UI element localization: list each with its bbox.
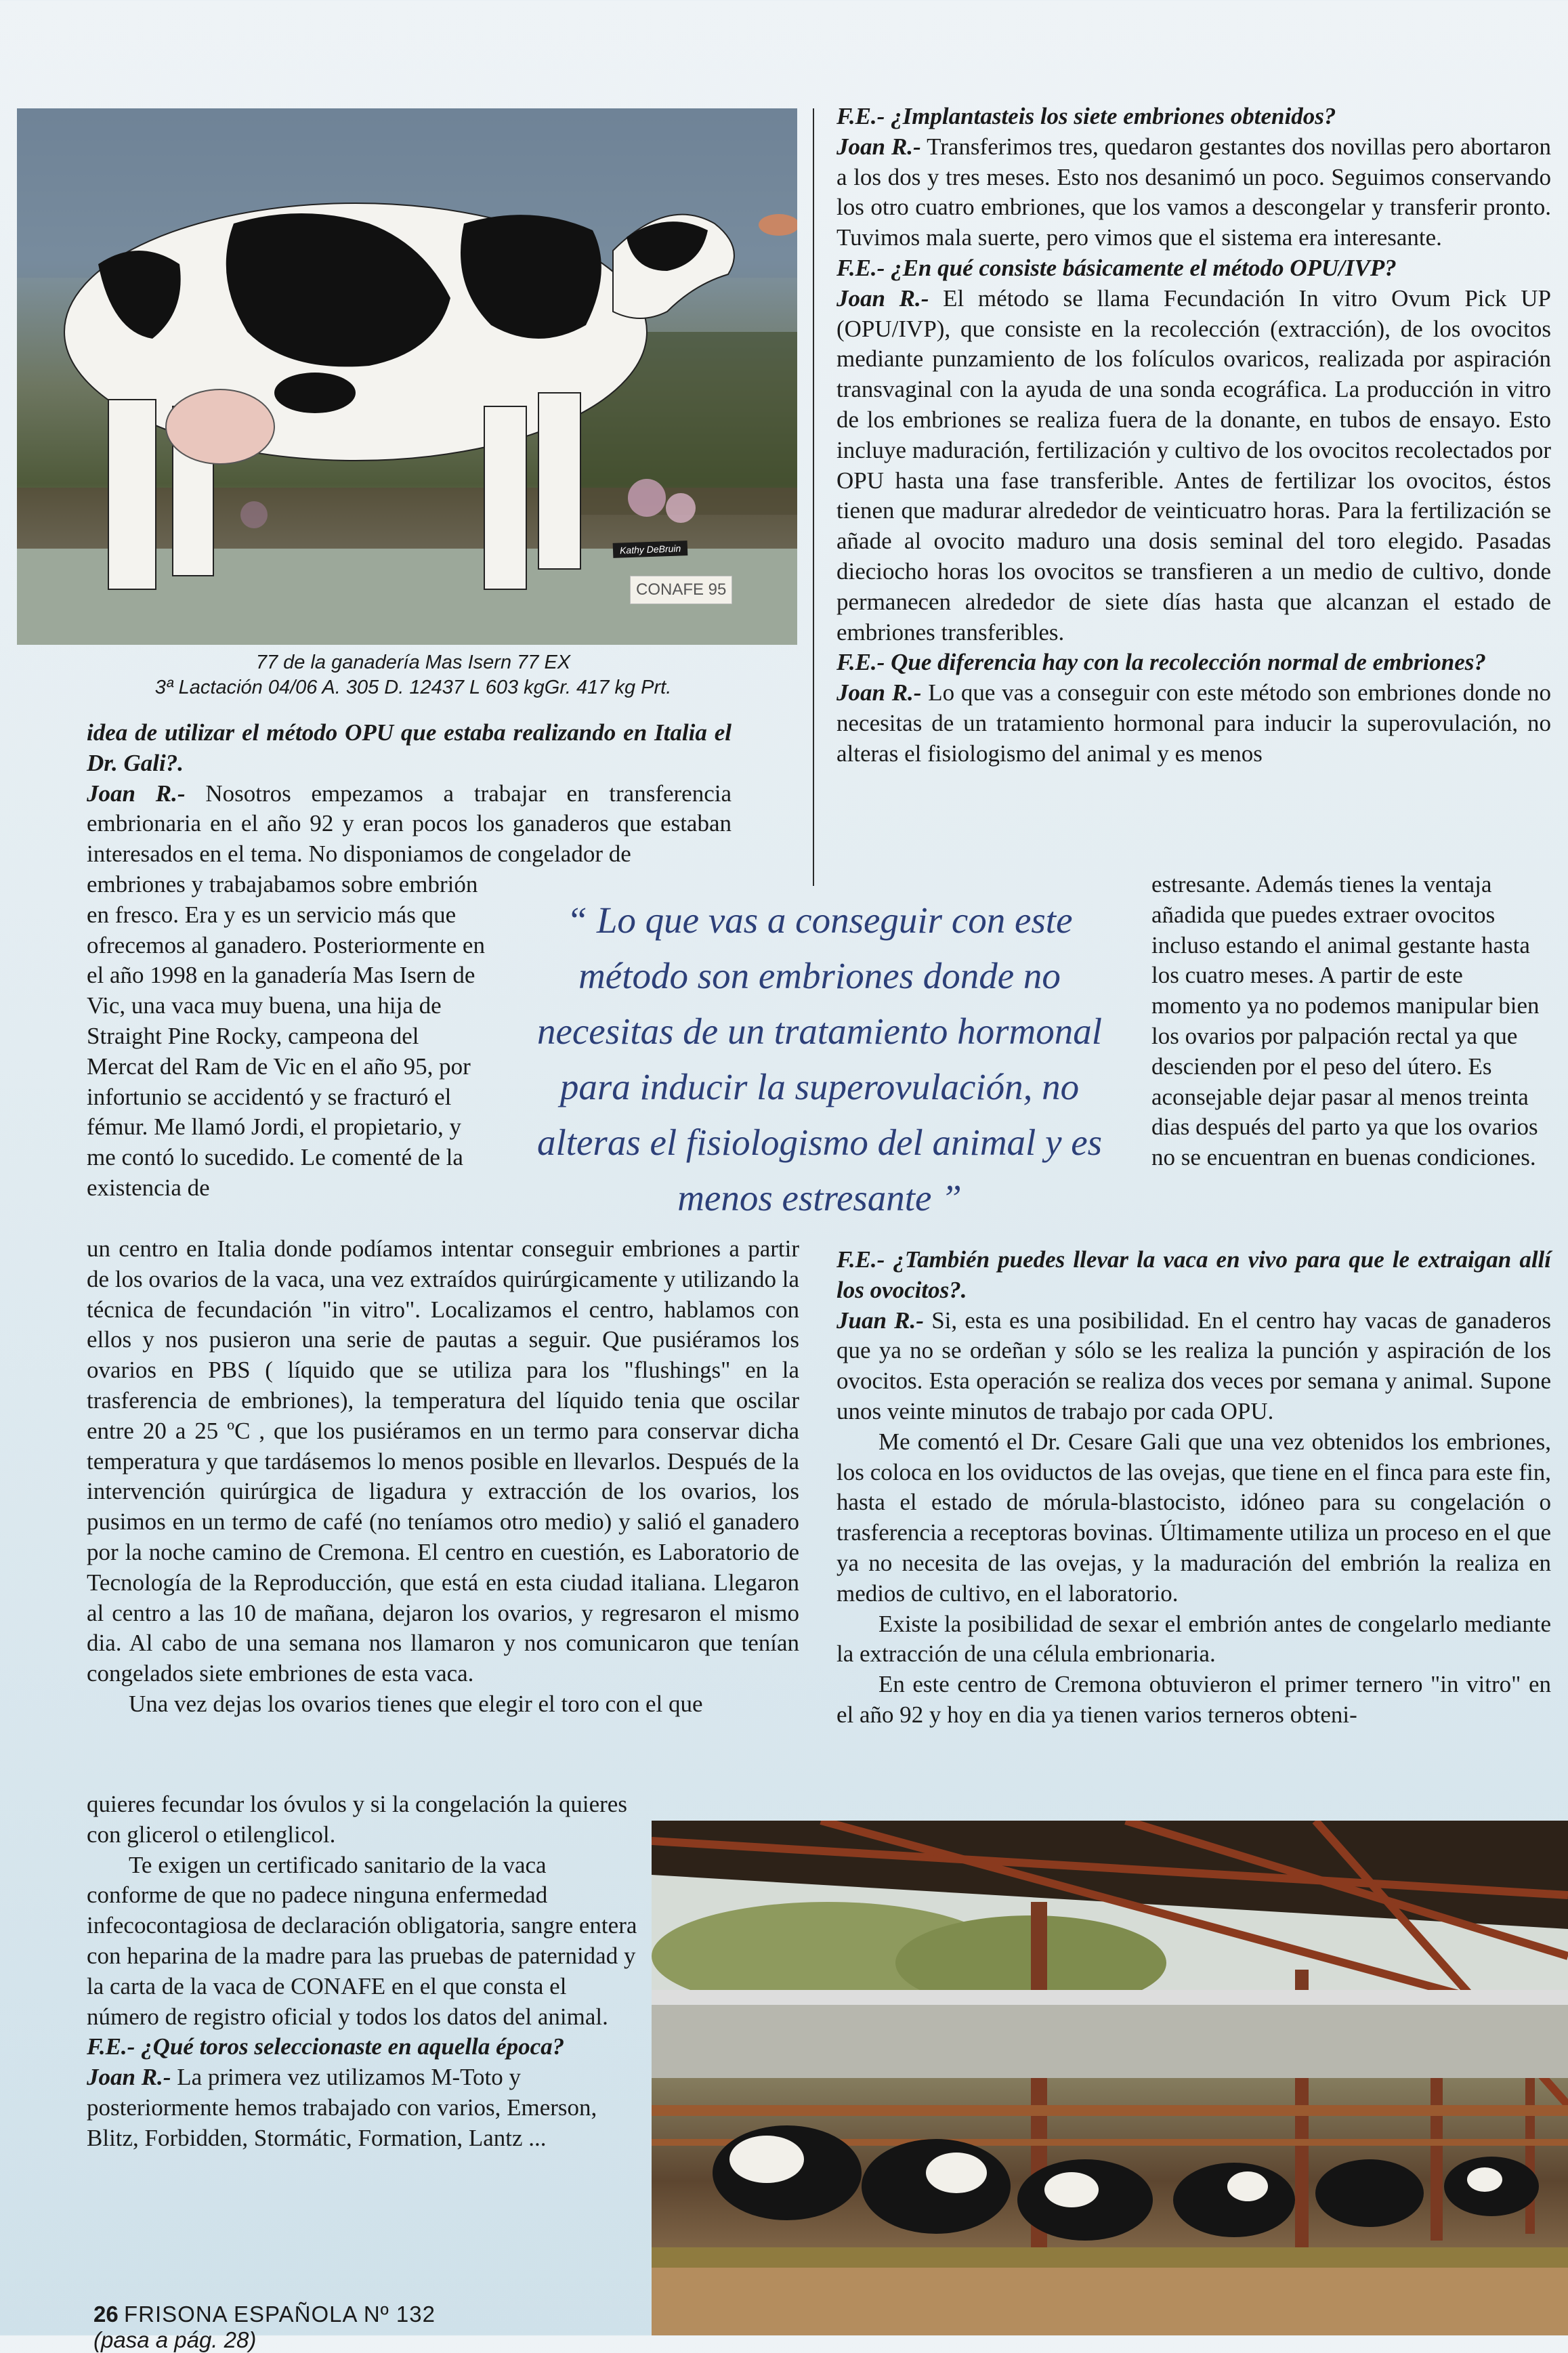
answer-text: Transferimos tres, quedaron gestantes dos novillas pero abortaron a los dos y tres meses. Esto nos desanimó un poco. Seguimos conservando los otro cuatro embriones, que los vamos a descongelar y transferir pronto. Tuvimos mala suerte, pero vimos que el sistema era interesante. (836, 133, 1552, 251)
answer-text: Lo que vas a conseguir con este método son embriones donde no necesitas de un tratamiento hormonal para inducir la superovulación, no alteras el fisiologismo del animal y es menos (836, 679, 1551, 767)
left-column-top (87, 718, 732, 870)
cow-photo (17, 108, 797, 645)
body-text: Una vez dejas los ovarios tienes que elegir el toro con el que (129, 1690, 703, 1717)
left-column-bottom (87, 1789, 642, 2154)
magazine-name: FRISONA ESPAÑOLA Nº 132 (124, 2302, 436, 2327)
conafe-sign: CONAFE 95 (630, 576, 732, 604)
question-continued: idea de utilizar el método OPU que estaba realizando en Italia el Dr. Gali?. (87, 719, 732, 776)
question-text: F.E.- ¿También puedes llevar la vaca en vivo para que le extraigan allí los ovocitos?. (836, 1246, 1551, 1303)
question-text: F.E.- Que diferencia hay con la recolección normal de embriones? (836, 649, 1486, 676)
answer-text: El método se llama Fecundación In vitro Ovum Pick UP (OPU/IVP), que consiste en la recolección (extracción), de los ovocitos mediante punzamiento de los folículos ovaricos, realizada por aspiración transvaginal con la ayuda de una sonda ecográfica. La producción in vitro de los embriones se realiza fuera de la donante, en tubos de ensayo. Esto incluye maduración, fertilización y cultivo de los ovocitos recolectados por OPU hasta una fase transferible. Antes de fertilizar los ovocitos, éstos tienen que madurar alrededor de veinticuatro horas. Para la fertilización se añade al ovocito maduro una dosis seminal del toro elegido. Pasadas dieciocho horas los ovocitos se transfieren a un medio de cultivo, donde permanecen alrededor de siete días hasta que alcanzan el estado de embriones transferibles. (836, 284, 1551, 645)
question-text: F.E.- ¿En qué consiste básicamente el método OPU/IVP? (836, 254, 1397, 281)
speaker-label: Joan R.- (836, 284, 929, 312)
speaker-label: Joan R.- (87, 780, 186, 807)
right-column-top (836, 102, 1551, 769)
body-text: Te exigen un certificado sanitario de la vaca conforme de que no padece ninguna enfermedad infecocontagiosa de declaración obligatoria, sangre entera con heparina de la madre para las pruebas de paternidad y la carta de la vaca de CONAFE en el que consta el número de registro oficial y todos los datos del animal. (87, 1851, 637, 2030)
pull-quote: “ Lo que vas a conseguir con este método son embriones donde no necesitas de un tratamiento hormonal para inducir la superovulación, no alteras el fisiologismo del animal y es menos estresante ” (536, 899, 1103, 1218)
body-text: Me comentó el Dr. Cesare Gali que una vez obtenidos los embriones, los coloca en los oviductos de las ovejas, que tiene en el finca para este fin, hasta el estado de mórula-blastocisto, idóneo para su congelación o trasferencia a receptoras bovinas. Últimamente utiliza un proceso en el que ya no necesita de las ovejas, y la maduración del embrión la realiza en medios de cultivo, en el laboratorio. (836, 1428, 1551, 1607)
page-number: 26 (93, 2302, 119, 2327)
body-text: En este centro de Cremona obtuvieron el primer ternero "in vitro" en el año 92 y hoy en dia ya tienen varios terneros obteni- (836, 1671, 1551, 1728)
continued-note[interactable]: (pasa a pág. 28) (93, 2327, 257, 2352)
left-column-mid (87, 1234, 799, 1720)
column-divider (813, 108, 814, 886)
right-column-bottom (836, 1245, 1551, 1731)
photo-caption (108, 650, 718, 700)
body-text: embriones y trabajabamos sobre embrión en fresco. Era y es un servicio más que ofrecemos al ganadero. Posteriormente en el año 1998 en la ganadería Mas Isern de Vic, una vaca muy buena, una hija de Straight Pine Rocky, campeona del Mercat del Ram de Vic en el año 95, por infortunio se accidentó y se fracturó el fémur. Me llamó Jordi, el propietario, y me contó lo sucedido. Le comenté de la existencia de (87, 871, 485, 1201)
body-text: un centro en Italia donde podíamos intentar conseguir embriones a partir de los ovarios de la vaca, una vez extraídos quirúrgicamente y utilizando la técnica de fecundación "in vitro". Localizamos el centro, hablamos con ellos y nos pusieron una serie de pautas a seguir. Que pusiéramos los ovarios en PBS ( líquido que se utiliza para los "flushings" en la trasferencia de embriones), la temperatura del líquido tenia que oscilar entre 20 a 25 ºC , que los pusiéramos en un termo para conservar dicha temperatura y que tardásemos lo menos posible en llevarlos. Después de la intervención quirúrgica de ligadura y extracción de los ovarios, los pusimos en un termo de café (no teníamos otro medio) y salió el ganadero por la noche camino de Cremona. El centro en cuestión, es Laboratorio de Tecnología de la Reproducción, que está en esta ciudad italiana. Llegaron al centro a las 10 de mañana, dejaron los ovarios, y regresaron el mismo dia. Al cabo de una semana nos llamaron y nos comunicaron que tenían congelados siete embriones de esta vaca. (87, 1235, 799, 1687)
speaker-label: Joan R.- (836, 679, 922, 706)
left-column-narrow (87, 870, 486, 1204)
body-text: Existe la posibilidad de sexar el embrión antes de congelarlo mediante la extracción de una célula embrionaria. (836, 1610, 1551, 1668)
question-text: F.E.- ¿Implantasteis los siete embriones obtenidos? (836, 103, 1336, 129)
answer-text: Si, esta es una posibilidad. En el centro hay vacas de ganaderos que ya no se ordeñan y sólo se les realiza la punción y aspiración de los ovocitos. Esta operación se realiza dos veces por semana y animal. Supone unos veinte minutos de trabajo por cada OPU. (836, 1307, 1552, 1424)
speaker-label: Juan R.- (836, 1307, 924, 1334)
answer-text: La primera vez utilizamos M-Toto y posteriormente hemos trabajado con varios, Emerson, Blitz, Forbidden, Stormátic, Formation, Lantz ... (87, 2064, 597, 2151)
question-text: F.E.- ¿Qué toros seleccionaste en aquella época? (87, 2033, 565, 2060)
caption-line-1: 77 de la ganadería Mas Isern 77 EX (255, 652, 571, 673)
right-column-narrow (1151, 870, 1551, 1173)
answer-text: Nosotros empezamos a trabajar en transferencia embrionaria en el año 92 y eran pocos los ganaderos que estaban interesados en el tema. No disponiamos de congelador de (87, 780, 732, 868)
barn-photo (652, 1821, 1568, 2335)
speaker-label: Joan R.- (836, 133, 921, 160)
caption-line-2: 3ª Lactación 04/06 A. 305 D. 12437 L 603 kgGr. 417 kg Prt. (154, 677, 672, 698)
body-text: quieres fecundar los óvulos y si la congelación la quieres con glicerol o etilenglicol. (87, 1791, 627, 1848)
body-text: estresante. Además tienes la ventaja añadida que puedes extraer ovocitos incluso estando el animal gestante hasta los cuatro meses. A partir de este momento ya no podemos manipular bien los ovarios por palpación rectal ya que descienden por el peso del útero. Es aconsejable dejar pasar al menos treinta dias después del parto ya que los ovarios no se encuentran en buenas condiciones. (1151, 871, 1540, 1171)
speaker-label: Joan R.- (87, 2064, 171, 2091)
photo-credit: Kathy DeBruin (613, 540, 688, 558)
